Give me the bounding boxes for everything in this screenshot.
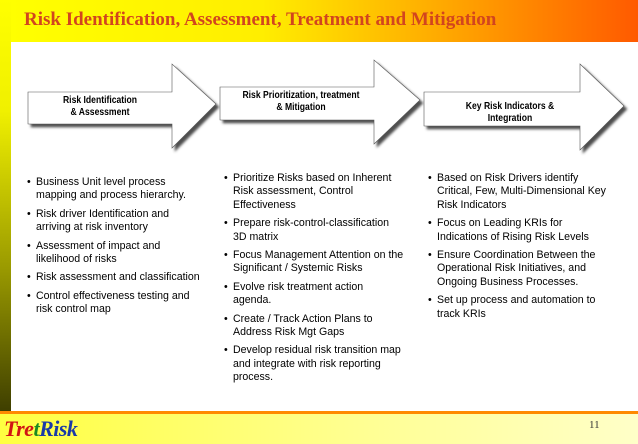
arrow-label-kri: Key Risk Indicators & Integration (465, 101, 555, 124)
list-item: • Develop residual risk transition map and integrate with risk reporting process. (224, 344, 404, 384)
column-kri (428, 172, 614, 326)
arrow-label-prioritization: Risk Prioritization, treatment & Mitigation (242, 90, 360, 113)
list-item: • Evolve risk treatment action agenda. (224, 281, 404, 308)
list-item: • Focus Management Attention on the Significant / Systemic Risks (224, 249, 404, 276)
list-item: • Prepare risk-control-classification 3D matrix (224, 217, 404, 244)
arrow-label-identification: Risk Identification & Assessment (62, 95, 138, 118)
footer-bar (0, 414, 638, 444)
list-item: • Set up process and automation to track KRIs (428, 294, 614, 321)
treatrisk-logo: TretRisk (4, 416, 78, 441)
page-number: 11 (589, 419, 600, 431)
list-item: • Assessment of impact and likelihood of risks (27, 240, 205, 267)
slide-title: Risk Identification, Assessment, Treatment and Mitigation (24, 9, 497, 30)
list-item: • Ensure Coordination Between the Operational Risk Initiatives, and Ongoing Business Processes. (428, 249, 614, 289)
list-item: • Based on Risk Drivers identify Critical, Few, Multi-Dimensional Key Risk Indicators (428, 172, 614, 212)
list-item: • Risk driver Identification and arriving at risk inventory (27, 208, 205, 235)
list-item: • Prioritize Risks based on Inherent Risk assessment, Control Effectiveness (224, 172, 404, 212)
list-item: • Focus on Leading KRIs for Indications of Rising Risk Levels (428, 217, 614, 244)
column-identification (27, 176, 205, 322)
column-prioritization (224, 172, 404, 390)
list-item: • Control effectiveness testing and risk control map (27, 290, 205, 317)
list-item: • Create / Track Action Plans to Address Risk Mgt Gaps (224, 313, 404, 340)
list-item: • Business Unit level process mapping and process hierarchy. (27, 176, 205, 203)
list-item: • Risk assessment and classification (27, 271, 205, 284)
